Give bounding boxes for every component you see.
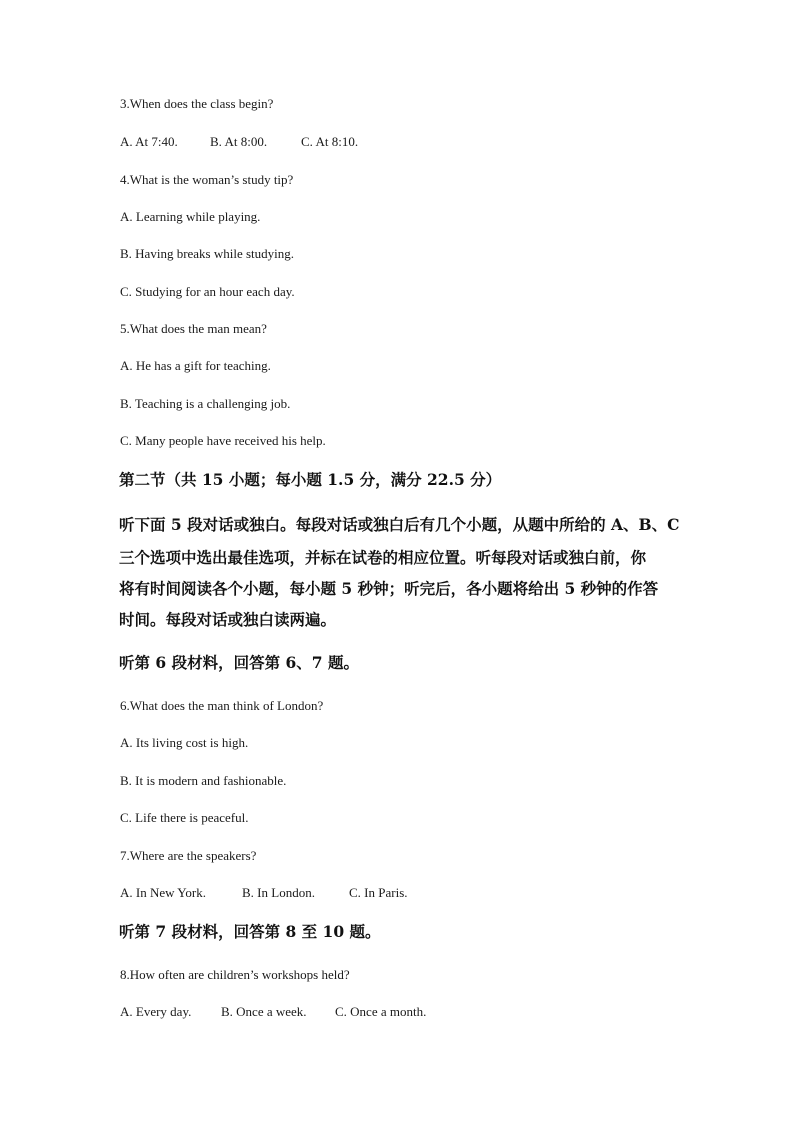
question-7-options <box>120 885 408 901</box>
question-4: 4.What is the woman’s study tip? <box>120 172 294 187</box>
question-8-options <box>120 1004 426 1020</box>
option-c: C. Many people have received his help. <box>120 433 326 448</box>
option-a: A. Every day. <box>120 1004 192 1019</box>
option-a: A. He has a gift for teaching. <box>120 358 271 373</box>
option-c: C. Life there is peaceful. <box>120 810 249 825</box>
option-c: C. At 8:10. <box>301 134 359 149</box>
option-a: A. Learning while playing. <box>120 209 261 224</box>
instructions-line: 三个选项中选出最佳选项，并标在试卷的相应位置。听每段对话或独白前，你 <box>119 548 647 567</box>
option-b: B. Teaching is a challenging job. <box>120 396 291 411</box>
question-8: 8.How often are children’s workshops held? <box>120 967 350 982</box>
option-c: C. In Paris. <box>349 885 408 900</box>
option-c: C. Once a month. <box>335 1004 427 1019</box>
material-7-heading: 听第 7 段材料，回答第 8 至 10 题。 <box>119 922 381 941</box>
instructions-line: 时间。每段对话或独白读两遍。 <box>119 610 337 629</box>
option-b: B. Once a week. <box>221 1004 307 1019</box>
option-b: B. It is modern and fashionable. <box>120 773 287 788</box>
instructions-line: 将有时间阅读各个小题，每小题 5 秒钟；听完后，各小题将给出 5 秒钟的作答 <box>119 579 659 598</box>
option-b: B. At 8:00. <box>210 134 268 149</box>
material-6-heading: 听第 6 段材料，回答第 6、7 题。 <box>119 653 359 672</box>
option-a: A. At 7:40. <box>120 134 178 149</box>
option-b: B. In London. <box>242 885 315 900</box>
option-a: A. Its living cost is high. <box>120 735 249 750</box>
question-5: 5.What does the man mean? <box>120 321 267 336</box>
section-2-title: 第二节（共 15 小题；每小题 1.5 分，满分 22.5 分） <box>119 470 502 489</box>
question-3-options <box>120 134 358 150</box>
option-c: C. Studying for an hour each day. <box>120 284 295 299</box>
question-6: 6.What does the man think of London? <box>120 698 324 713</box>
instructions-line: 听下面 5 段对话或独白。每段对话或独白后有几个小题，从题中所给的 A、B、C <box>119 515 680 534</box>
option-a: A. In New York. <box>120 885 206 900</box>
question-7: 7.Where are the speakers? <box>120 848 257 863</box>
option-b: B. Having breaks while studying. <box>120 246 295 261</box>
question-3: 3.When does the class begin? <box>120 96 274 111</box>
